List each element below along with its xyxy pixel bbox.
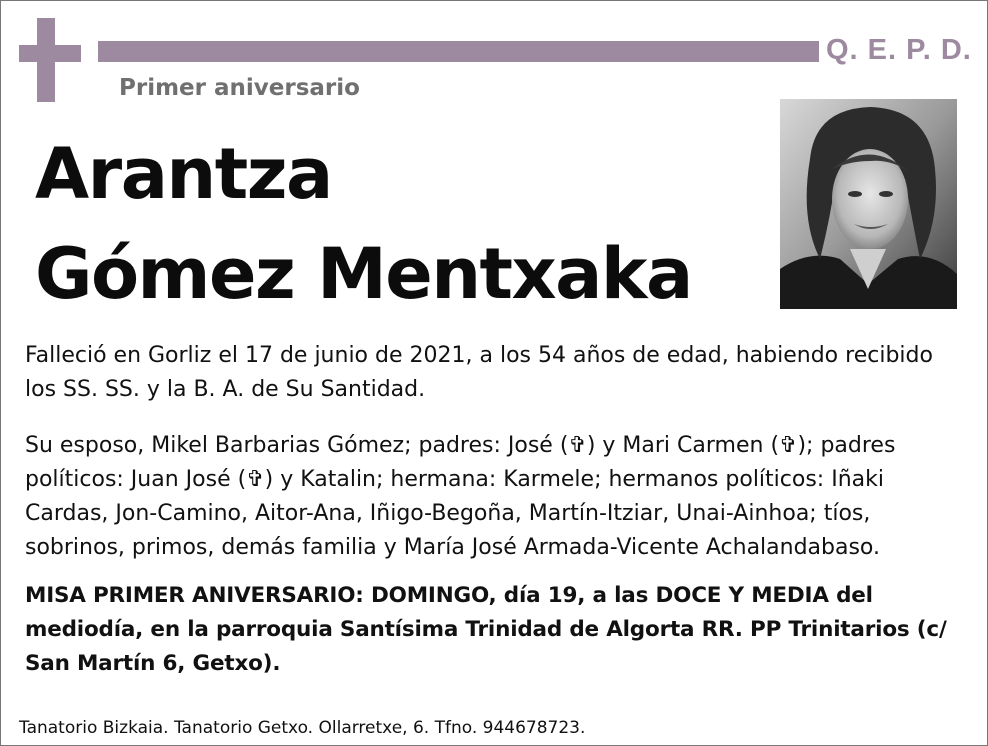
qepd-label: Q. E. P. D. — [826, 34, 972, 66]
death-notice-paragraph: Falleció en Gorliz el 17 de junio de 2021, a los 54 años de edad, habiendo recibido los SS. SS. y la B. A. de Su Santidad. — [25, 343, 933, 402]
portrait-photo — [780, 99, 957, 309]
deceased-surnames: Gómez Mentxaka — [35, 233, 692, 315]
mass-announcement: MISA PRIMER ANIVERSARIO: DOMINGO, día 19, a las DOCE Y MEDIA del mediodía, en la parroquia Santísima Trinidad de Algorta RR. PP Trinitarios (c/ San Martín 6, Getxo). — [25, 583, 947, 676]
footer-funeral-home: Tanatorio Bizkaia. Tanatorio Getxo. Ollarretxe, 6. Tfno. 944678723. — [19, 718, 586, 738]
header-band — [98, 41, 819, 62]
deceased-first-name: Arantza — [35, 133, 332, 215]
subtitle: Primer aniversario — [119, 75, 360, 101]
cross-horizontal-bar — [19, 45, 81, 62]
cross-icon — [19, 18, 81, 102]
family-paragraph: Su esposo, Mikel Barbarias Gómez; padres: José (✞) y Mari Carmen (✞); padres políticos: Juan José (✞) y Katalin; hermana: Karmele; hermanos políticos: Iñaki Cardas, Jon-Camino, Aitor-Ana, Iñigo-Begoña, Martín-Itziar, Unai-Ainhoa; tíos, sobrinos, primos, demás familia y María José Armada-Vicente Achalandabaso. — [25, 433, 896, 560]
portrait-illustration — [780, 99, 957, 309]
